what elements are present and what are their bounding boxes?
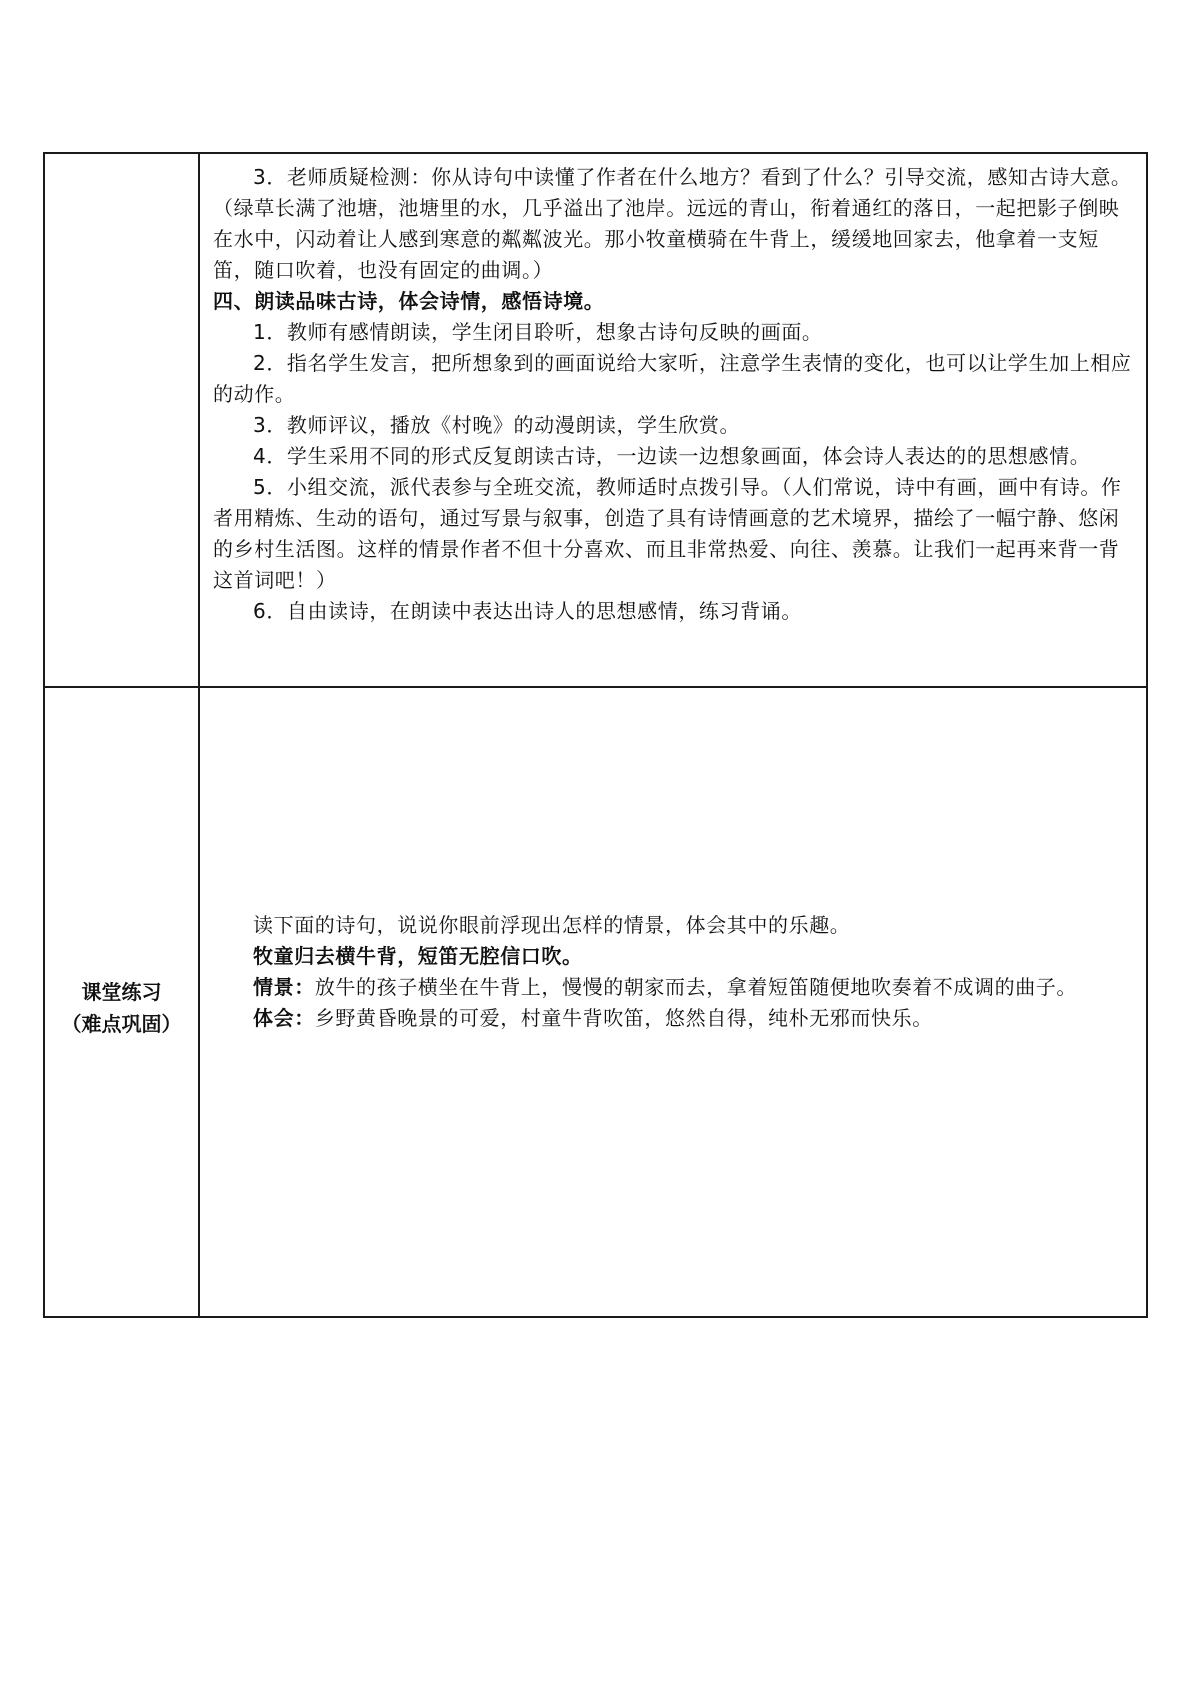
step-2-paragraph: 2．指名学生发言，把所想象到的画面说给大家听，注意学生表情的变化，也可以让学生加上相应的动作。 xyxy=(213,351,1132,406)
feeling-label: 体会： xyxy=(253,1006,315,1030)
practice-content xyxy=(200,688,1146,1034)
table-row-classroom-practice xyxy=(44,687,1147,1317)
feeling-text: 乡野黄昏晚景的可爱，村童牛背吹笛，悠然自得，纯朴无邪而快乐。 xyxy=(314,1006,933,1030)
practice-intro: 读下面的诗句，说说你眼前浮现出怎样的情景，体会其中的乐趣。 xyxy=(253,913,851,937)
step-4-paragraph: 4．学生采用不同的形式反复朗读古诗，一边读一边想象画面，体会诗人表达的的思想感情。 xyxy=(253,444,1091,468)
feeling-paragraph xyxy=(213,1003,1136,1034)
practice-label-subtitle: （难点巩固） xyxy=(61,1012,182,1036)
practice-label-title: 课堂练习 xyxy=(81,980,162,1004)
section-four-heading: 四、朗读品味古诗，体会诗情，感悟诗境。 xyxy=(213,289,605,313)
scene-paragraph xyxy=(213,972,1136,1003)
teaching-steps-cell xyxy=(199,153,1147,687)
practice-content-cell xyxy=(199,687,1147,1317)
step-3-paragraph: 3．教师评议，播放《村晚》的动漫朗读，学生欣赏。 xyxy=(253,413,741,437)
step-5-paragraph: 5．小组交流，派代表参与全班交流，教师适时点拨引导。（人们常说，诗中有画，画中有诗。作者用精炼、生动的语句，通过写景与叙事，创造了具有诗情画意的艺术境界，描绘了一幅宁静、悠闲的乡村生活图。这样的情景作者不但十分喜欢、而且非常热爱、向往、羡慕。让我们一起再来背一背这首词吧！） xyxy=(213,475,1122,592)
step-6-paragraph: 6．自由读诗，在朗读中表达出诗人的思想感情，练习背诵。 xyxy=(253,599,802,623)
table-row-teaching-steps xyxy=(44,153,1147,687)
empty-label-cell xyxy=(44,153,199,687)
practice-label-cell xyxy=(44,687,199,1317)
step-3-question-paragraph: 3．老师质疑检测：你从诗句中读懂了作者在什么地方？看到了什么？引导交流，感知古诗大意。（绿草长满了池塘，池塘里的水，几乎溢出了池岸。远远的青山，衔着通红的落日，一起把影子倒映在水中，闪动着让人感到寒意的粼粼波光。那小牧童横骑在牛背上，缓缓地回家去，他拿着一支短笛，随口吹着，也没有固定的曲调。） xyxy=(213,165,1132,282)
poem-line: 牧童归去横牛背，短笛无腔信口吹。 xyxy=(253,944,583,968)
step-1-paragraph: 1．教师有感情朗读，学生闭目聆听，想象古诗句反映的画面。 xyxy=(253,320,823,344)
lesson-plan-table xyxy=(43,152,1148,1318)
scene-label: 情景： xyxy=(253,975,315,999)
scene-text: 放牛的孩子横坐在牛背上，慢慢的朝家而去，拿着短笛随便地吹奏着不成调的曲子。 xyxy=(314,975,1078,999)
teaching-steps-content xyxy=(200,154,1146,627)
